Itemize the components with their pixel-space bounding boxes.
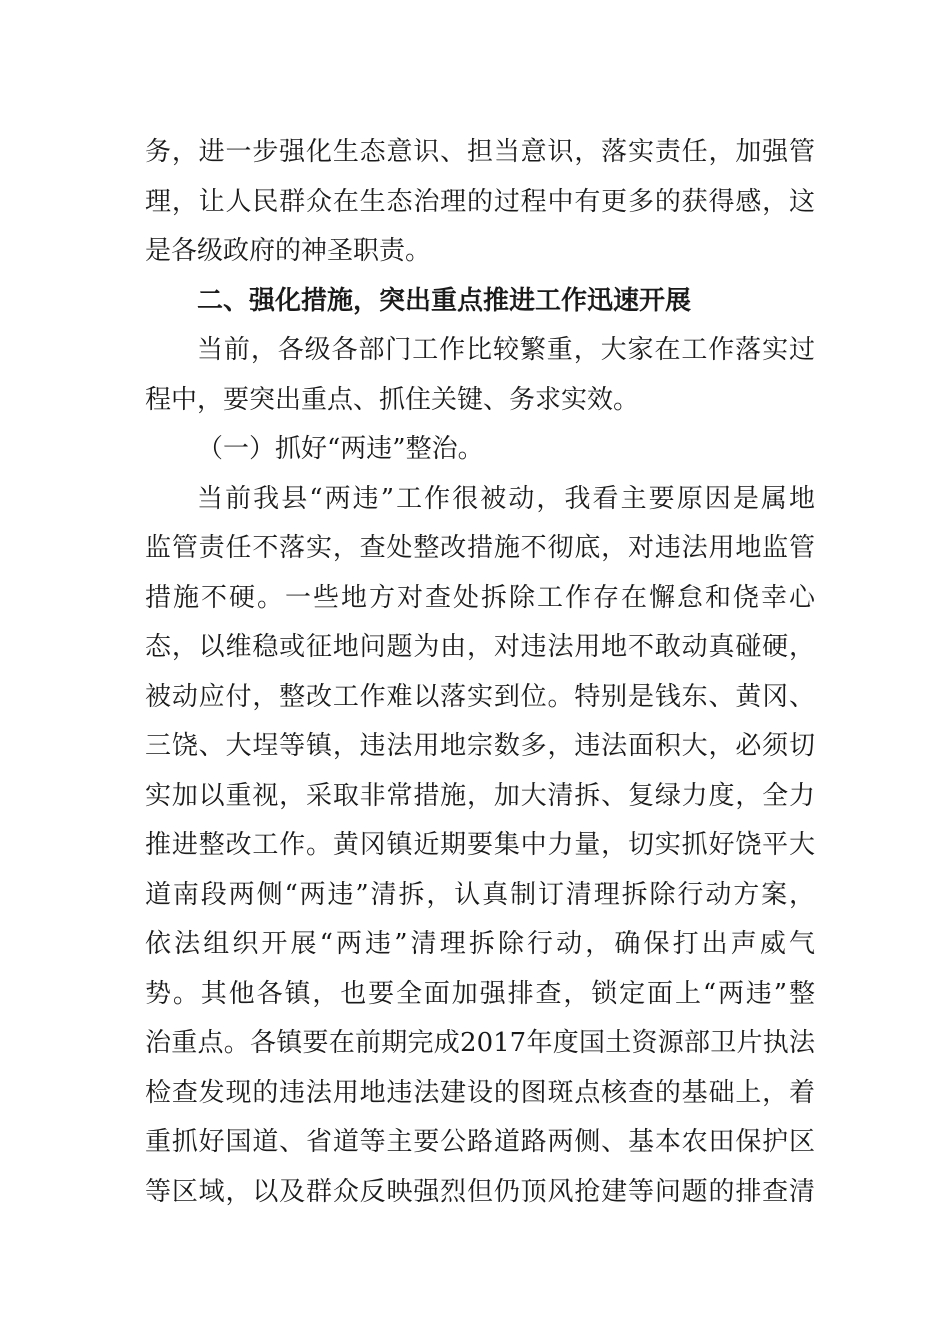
paragraph-line: 等区域，以及群众反映强烈但仍顶风抢建等问题的排查清	[145, 1176, 815, 1207]
paragraph-line: 治重点。各镇要在前期完成2017年度国土资源部卫片执法	[145, 1028, 815, 1058]
paragraph-line: 推进整改工作。黄冈镇近期要集中力量，切实抓好饶平大	[145, 830, 815, 860]
paragraph-line: 理，让人民群众在生态治理的过程中有更多的获得感，这	[145, 186, 815, 217]
paragraph-line: 措施不硬。一些地方对查处拆除工作存在懈怠和侥幸心	[145, 582, 815, 613]
paragraph-line: 道南段两侧“两违”清拆，认真制订清理拆除行动方案，	[145, 879, 815, 910]
section-heading: 二、强化措施，突出重点推进工作迅速开展	[197, 285, 692, 316]
paragraph-line: 依法组织开展“两违”清理拆除行动，确保打出声威气	[145, 929, 815, 959]
paragraph-line: 被动应付，整改工作难以落实到位。特别是钱东、黄冈、	[145, 681, 815, 712]
paragraph-line: 实加以重视，采取非常措施，加大清拆、复绿力度，全力	[145, 780, 815, 811]
paragraph-line: 态，以维稳或征地问题为由，对违法用地不敢动真碰硬，	[145, 632, 815, 662]
paragraph-line: 重抓好国道、省道等主要公路道路两侧、基本农田保护区	[145, 1127, 815, 1157]
paragraph-line: 当前我县“两违”工作很被动，我看主要原因是属地	[197, 483, 815, 514]
paragraph-line: 势。其他各镇，也要全面加强排查，锁定面上“两违”整	[145, 978, 815, 1009]
subsection-heading: （一）抓好“两违”整治。	[197, 434, 484, 464]
paragraph-line: 务，进一步强化生态意识、担当意识，落实责任，加强管	[145, 137, 815, 167]
paragraph-line: 三饶、大埕等镇，违法用地宗数多，违法面积大，必须切	[145, 731, 815, 761]
paragraph-line: 当前，各级各部门工作比较繁重，大家在工作落实过	[197, 335, 815, 365]
paragraph-line: 监管责任不落实，查处整改措施不彻底，对违法用地监管	[145, 533, 815, 563]
paragraph-line: 检查发现的违法用地违法建设的图斑点核查的基础上，着	[145, 1077, 815, 1108]
document-body	[145, 128, 815, 1217]
paragraph-line: 是各级政府的神圣职责。	[145, 236, 432, 266]
paragraph-line: 程中，要突出重点、抓住关键、务求实效。	[145, 384, 640, 415]
